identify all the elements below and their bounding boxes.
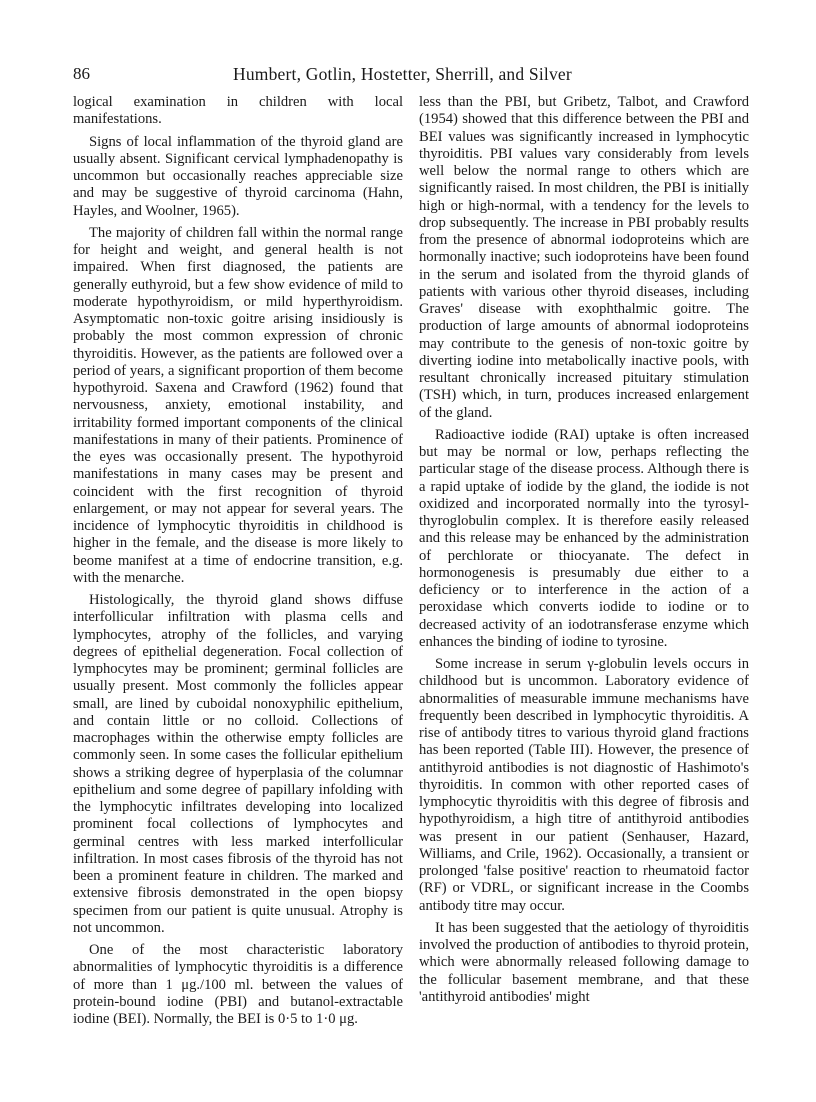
paragraph: less than the PBI, but Gribetz, Talbot, and Crawford (1954) showed that this difference between the PBI and BEI values was significantly increased in lymphocytic thyroiditis. PBI values vary considerably from levels well below the normal range to others which are significantly raised. In most children, the PBI is initially high or high-normal, with a tendency for the levels to drop subsequently. The increase in PBI probably results from the presence of abnormal iodoproteins which are hormonally inactive; such iodoproteins have been found in the serum and isolated from the thyroid glands of patients with various other thyroid diseases, including Graves' disease with exophthalmic goitre. The production of large amounts of abnormal iodoproteins may contribute to the genesis of non-toxic goitre by diverting iodine into metabolically inactive pools, with resultant chronically increased pituitary stimulation (TSH) which, in turn, produces increased enlargement of the gland. (419, 94, 749, 421)
page-number: 86 (73, 64, 90, 83)
paragraph: One of the most characteristic laboratory abnormalities of lymphocytic thyroiditis is a difference of more than 1 μg./100 ml. between the values of protein-bound iodine (PBI) and butanol-extractable iodine (BEI). Normally, the BEI is 0·5 to 1·0 μg. (73, 942, 403, 1027)
right-column (419, 94, 749, 1011)
page-header (73, 64, 750, 88)
paragraph: It has been suggested that the aetiology of thyroiditis involved the production of antibodies to thyroid protein, which were abnormally released following damage to the follicular basement membrane, and that these 'antithyroid antibodies' might (419, 919, 749, 1005)
paragraph: Some increase in serum γ-globulin levels occurs in childhood but is uncommon. Laboratory evidence of abnormalities of measurable immune mechanisms have frequently been described in lymphocytic thyroiditis. A rise of antibody titres to various thyroid gland fractions has been reported (Table III). However, the presence of antithyroid antibodies is not diagnostic of Hashimoto's thyroiditis. In common with other reported cases of lymphocytic thyroiditis with this degree of fibrosis and hypothyroidism, a high titre of antithyroid antibodies was present in our patient (Senhauser, Hazard, Williams, and Crile, 1962). Occasionally, a transient or prolonged 'false positive' reaction to rheumatoid factor (RF) or VDRL, or significant increase in the Coombs antibody titre may occur. (419, 656, 749, 914)
paragraph: Histologically, the thyroid gland shows diffuse interfollicular infiltration with plasma cells and lymphocytes, atrophy of the follicles, and varying degrees of epithelial degeneration. Focal collection of lymphocytes may be prominent; germinal follicles are usually present. Most commonly the follicles appear small, are lined by cuboidal nonoxyphilic epithelium, and contain little or no colloid. Collections of macrophages within the otherwise empty follicles are commonly seen. In some cases the follicular epithelium shows a striking degree of hyperplasia of the columnar epithelium and some degree of papillary infolding with the lymphocytic infiltrates developing into localized prominent focal collections of lymphocytes and germinal centres with less marked interfollicular infiltration. In most cases fibrosis of the thyroid has not been a prominent feature in children. The marked and extensive fibrosis demonstrated in the open biopsy specimen from our patient is quite unusual. Atrophy is not uncommon. (73, 592, 403, 936)
paragraph: Signs of local inflammation of the thyroid gland are usually absent. Significant cervical lymphadenopathy is uncommon but occasionally reaches appreciable size and may be suggestive of thyroid carcinoma (Hahn, Hayles, and Woolner, 1965). (73, 133, 403, 219)
paragraph: Radioactive iodide (RAI) uptake is often increased but may be normal or low, perhaps reflecting the particular stage of the disease process. Although there is a rapid uptake of iodide by the gland, the iodide is not oxidized and incorporated normally into the tyrosyl-thyroglobulin complex. It is therefore easily released and this release may be enhanced by the administration of perchlorate or thiocyanate. The defect in hormonogenesis is presumably due either to a deficiency or to interference in the action of a peroxidase which converts iodide to iodine or to decreased activity of an iodotransferase enzyme which enhances the binding of iodine to tyrosine. (419, 426, 749, 650)
running-head: Humbert, Gotlin, Hostetter, Sherrill, and Silver (233, 64, 572, 84)
paragraph: logical examination in children with local manifestations. (73, 94, 403, 128)
paragraph: The majority of children fall within the normal range for height and weight, and general health is not impaired. When first diagnosed, the patients are generally euthyroid, but a few show evidence of mild to moderate hypothyroidism, or mild hyperthyroidism. Asymptomatic non-toxic goitre arising insidiously is probably the most common expression of chronic thyroiditis. However, as the patients are followed over a period of years, a significant proportion of them become hypothyroid. Saxena and Crawford (1962) found that nervousness, anxiety, emotional instability, and irritability formed important components of the clinical manifestations in many of their patients. Prominence of the eyes was occasionally present. The hypothyroid manifestations in many cases may be present and coincident with the first recognition of thyroid enlargement, or may not appear for several years. The incidence of lymphocytic thyroiditis in childhood is higher in the female, and the disease is more likely to beome manifest at a time of endocrine transition, e.g. with the menarche. (73, 224, 403, 586)
left-column (73, 94, 403, 1033)
